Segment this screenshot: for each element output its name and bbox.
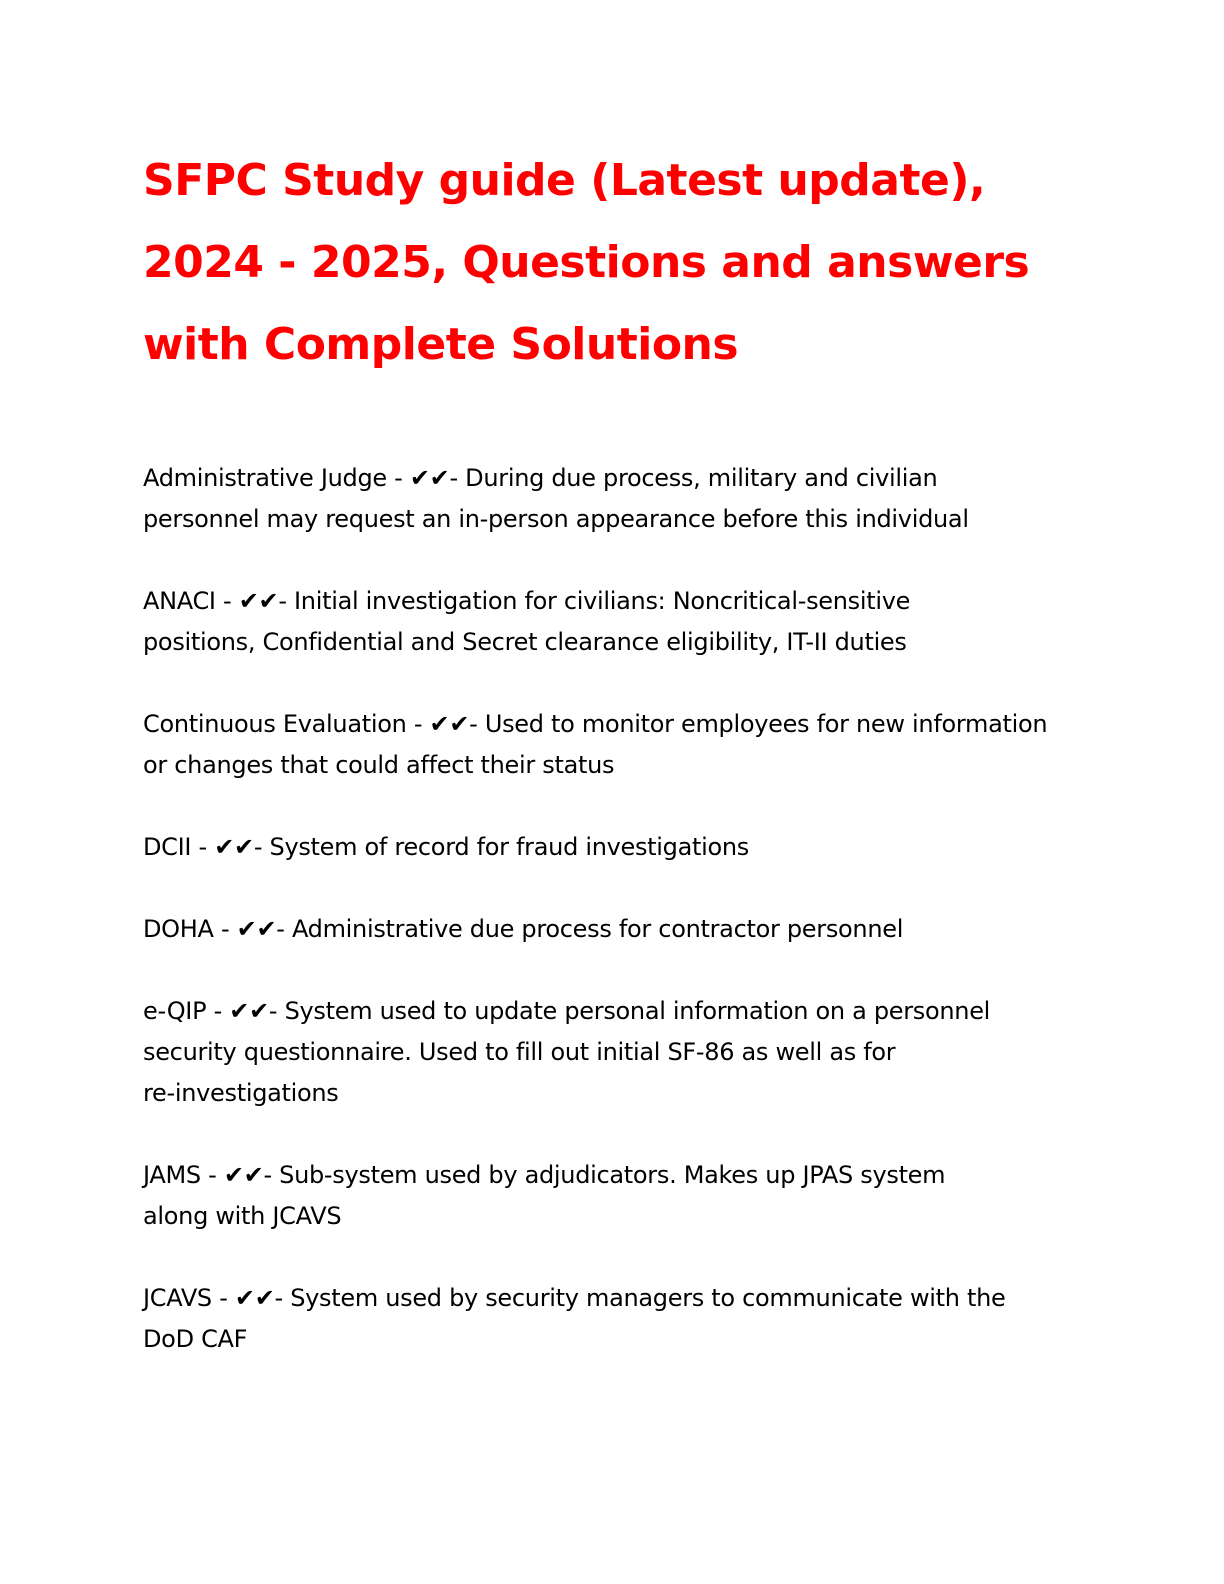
glossary-entry-anaci [143, 581, 1103, 663]
entry-line: re-investigations [143, 1079, 339, 1107]
entry-line: DOHA - ✔✔- Administrative due process for contractor personnel [143, 915, 904, 943]
glossary-entry-jcavs [143, 1278, 1103, 1360]
entry-line: DCII - ✔✔- System of record for fraud investigations [143, 833, 749, 861]
glossary-entry-e-qip [143, 991, 1103, 1114]
glossary-entry-continuous-evaluation [143, 704, 1103, 786]
title-line: with Complete Solutions [143, 319, 739, 370]
glossary-entry-dcii [143, 827, 1103, 868]
glossary-entry-doha [143, 909, 1103, 950]
entry-line: or changes that could affect their status [143, 751, 615, 779]
title-line: 2024 - 2025, Questions and answers [143, 237, 1030, 288]
glossary-entry-jams [143, 1155, 1103, 1237]
title-line: SFPC Study guide (Latest update), [143, 155, 986, 206]
entry-line: ANACI - ✔✔- Initial investigation for civilians: Noncritical-sensitive [143, 587, 911, 615]
entry-line: Administrative Judge - ✔✔- During due process, military and civilian [143, 464, 938, 492]
entry-line: JAMS - ✔✔- Sub-system used by adjudicators. Makes up JPAS system [143, 1161, 946, 1189]
document-title [143, 140, 1103, 386]
entry-line: security questionnaire. Used to fill out initial SF-86 as well as for [143, 1038, 896, 1066]
entry-line: JCAVS - ✔✔- System used by security managers to communicate with the [143, 1284, 1006, 1312]
glossary-entry-administrative-judge [143, 458, 1103, 540]
entry-line: DoD CAF [143, 1325, 248, 1353]
entry-line: along with JCAVS [143, 1202, 342, 1230]
entry-line: positions, Confidential and Secret clearance eligibility, IT-II duties [143, 628, 907, 656]
glossary-list [143, 458, 1103, 1401]
entry-line: e-QIP - ✔✔- System used to update personal information on a personnel [143, 997, 991, 1025]
entry-line: personnel may request an in-person appearance before this individual [143, 505, 969, 533]
entry-line: Continuous Evaluation - ✔✔- Used to monitor employees for new information [143, 710, 1048, 738]
